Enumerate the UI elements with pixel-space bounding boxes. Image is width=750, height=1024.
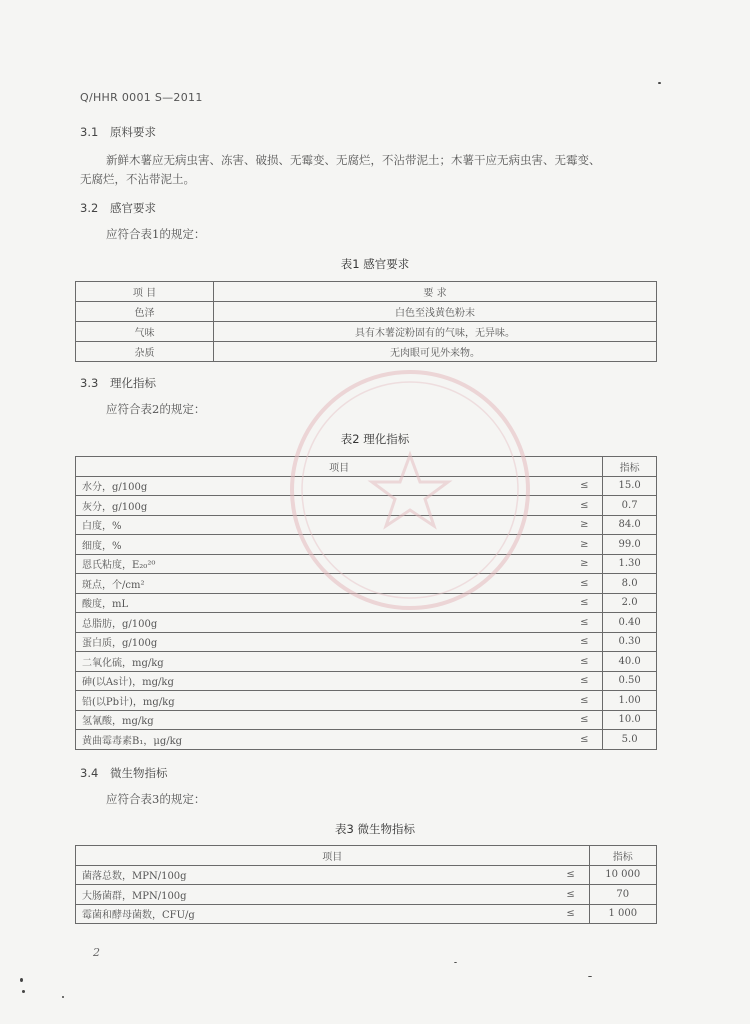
table-header-cell: 项目 [76,457,603,477]
table-cell-item: 砷(以As计)，mg/kg [76,671,567,691]
table-row [76,904,657,924]
section-title: 微生物指标 [110,766,168,780]
table-cell-operator: ≤ [566,613,603,633]
section-number: 3.2 [80,201,99,215]
table-row [76,342,657,362]
table-row [76,613,657,633]
table-row [76,710,657,730]
table-header-cell: 要 求 [214,282,657,302]
table3-microbiological-indicators [75,845,657,924]
table-cell-item: 黄曲霉毒素B₁，μg/kg [76,730,567,750]
page-number: 2 [93,946,100,959]
table-cell-item: 蛋白质，g/100g [76,632,567,652]
table-cell-operator: ≥ [566,515,603,535]
standard-code: Q/HHR 0001 S—2011 [80,91,203,104]
section-3-4-intro: 应符合表3的规定： [106,792,206,806]
section-3-3-heading [80,375,156,391]
scan-speck [588,976,592,977]
table-cell-operator: ≤ [566,671,603,691]
table-cell-operator: ≤ [566,496,603,516]
section-3-4-heading [80,765,168,781]
section-3-3-intro: 应符合表2的规定： [106,402,206,416]
table-row [76,865,657,885]
section-title: 感官要求 [110,201,156,215]
scan-speck [658,82,661,84]
table-row [76,554,657,574]
table-header-cell: 项 目 [76,282,214,302]
table1-caption: 表1 感官要求 [340,257,410,271]
table-cell-item: 细度，% [76,535,567,555]
table-cell-operator: ≤ [566,691,603,711]
table-cell-item: 菌落总数，MPN/100g [76,865,553,885]
table-row [76,515,657,535]
table-header-cell: 项目 [76,846,590,866]
table-cell-value: 1.30 [603,554,657,574]
table-header-row [76,846,657,866]
table-cell-value: 0.7 [603,496,657,516]
table-row [76,535,657,555]
table-cell-value: 10.0 [603,710,657,730]
table-cell-item: 灰分，g/100g [76,496,567,516]
table-cell: 无肉眼可见外来物。 [214,342,657,362]
section-title: 理化指标 [110,376,156,390]
table-cell-operator: ≥ [566,554,603,574]
table-row [76,476,657,496]
scan-speck [22,990,25,993]
table-cell-operator: ≤ [566,476,603,496]
table-header-cell: 指标 [589,846,656,866]
section-3-1-text-line1: 新鲜木薯应无病虫害、冻害、破损、无霉变、无腐烂，不沾带泥土；木薯干应无病虫害、无霉变、 [106,153,601,167]
section-number: 3.1 [80,125,99,139]
table-cell-value: 5.0 [603,730,657,750]
table-header-row [76,457,657,477]
table-header-cell: 指标 [603,457,657,477]
table-cell-value: 8.0 [603,574,657,594]
section-3-1-heading [80,124,156,140]
table-cell-item: 铅(以Pb计)，mg/kg [76,691,567,711]
table-cell-operator: ≥ [566,535,603,555]
section-number: 3.3 [80,376,99,390]
section-3-1-text-line2: 无腐烂，不沾带泥土。 [80,172,195,186]
table-cell-value: 0.30 [603,632,657,652]
table-cell-operator: ≤ [566,652,603,672]
table-cell-item: 霉菌和酵母菌数，CFU/g [76,904,553,924]
table-cell-value: 70 [589,885,656,905]
table-row [76,302,657,322]
table-cell-value: 99.0 [603,535,657,555]
section-3-2-intro: 应符合表1的规定： [106,227,206,241]
scan-speck [20,978,23,982]
table-cell-value: 0.50 [603,671,657,691]
table-row [76,730,657,750]
table-row [76,574,657,594]
table-cell-value: 40.0 [603,652,657,672]
table2-physicochemical-indicators [75,456,657,750]
table-cell-value: 15.0 [603,476,657,496]
table-cell-operator: ≤ [566,632,603,652]
table-cell: 杂质 [76,342,214,362]
table-cell-item: 斑点，个/cm² [76,574,567,594]
table-cell-item: 二氧化硫，mg/kg [76,652,567,672]
table-cell-operator: ≤ [553,865,590,885]
table-cell-operator: ≤ [566,593,603,613]
section-number: 3.4 [80,766,99,780]
table-cell-operator: ≤ [553,904,590,924]
table-row [76,322,657,342]
table-row [76,593,657,613]
table-cell-item: 大肠菌群，MPN/100g [76,885,553,905]
table3-caption: 表3 微生物指标 [335,822,415,836]
table-cell-operator: ≤ [566,710,603,730]
table-cell-item: 水分，g/100g [76,476,567,496]
scan-speck [454,962,457,963]
table-row [76,496,657,516]
table-cell-value: 1 000 [589,904,656,924]
table-cell-value: 2.0 [603,593,657,613]
table-cell-operator: ≤ [566,730,603,750]
table-cell-value: 10 000 [589,865,656,885]
table-cell-value: 1.00 [603,691,657,711]
section-3-2-heading [80,200,156,216]
table-row [76,652,657,672]
table-row [76,691,657,711]
table-row [76,632,657,652]
scan-speck [62,996,64,998]
table-cell-item: 氢氰酸，mg/kg [76,710,567,730]
table-cell-operator: ≤ [566,574,603,594]
table-cell: 白色至浅黄色粉末 [214,302,657,322]
table-cell: 色泽 [76,302,214,322]
table-header-row [76,282,657,302]
table-cell: 具有木薯淀粉固有的气味，无异味。 [214,322,657,342]
table-row [76,671,657,691]
table-cell: 气味 [76,322,214,342]
table-cell-item: 白度，% [76,515,567,535]
table1-sensory-requirements [75,281,657,362]
table-cell-value: 84.0 [603,515,657,535]
table-cell-item: 酸度，mL [76,593,567,613]
table-cell-item: 总脂肪，g/100g [76,613,567,633]
table-cell-item: 恩氏粘度，E₂₀²⁰ [76,554,567,574]
table-row [76,885,657,905]
section-title: 原料要求 [110,125,156,139]
table-cell-operator: ≤ [553,885,590,905]
table2-caption: 表2 理化指标 [340,432,410,446]
table-cell-value: 0.40 [603,613,657,633]
